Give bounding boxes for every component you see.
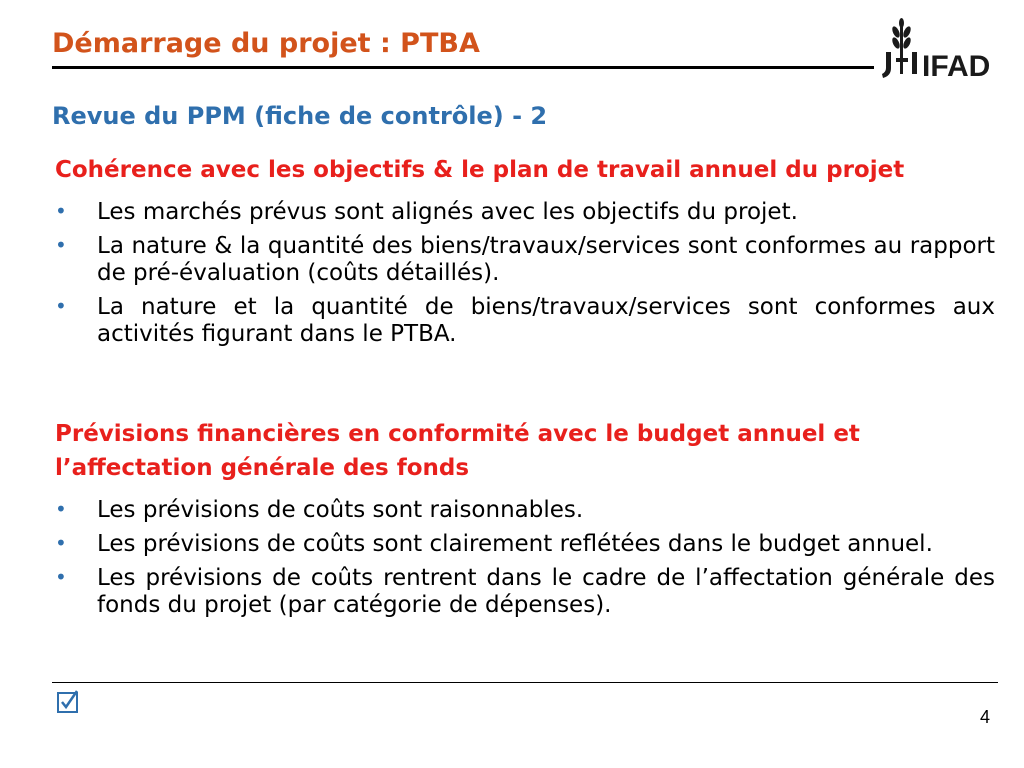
section-heading: Cohérence avec les objectifs & le plan de travail annuel du projet bbox=[55, 157, 905, 183]
section-financial-forecasts bbox=[55, 417, 995, 626]
list-item bbox=[55, 199, 995, 226]
list-item bbox=[55, 565, 995, 619]
list-item bbox=[55, 531, 995, 558]
bullet-text: Les prévisions de coûts rentrent dans le cadre de l’affectation générale des fonds du projet (par catégorie de dépenses). bbox=[97, 565, 995, 618]
bullet-list bbox=[55, 199, 995, 348]
bullet-text: Les prévisions de coûts sont clairement reflétées dans le budget annuel. bbox=[97, 531, 933, 557]
bullet-dot-icon: • bbox=[55, 233, 67, 257]
footer-divider bbox=[52, 682, 998, 683]
slide-subtitle: Revue du PPM (fiche de contrôle) - 2 bbox=[52, 102, 548, 130]
bullet-text: La nature et la quantité de biens/travaux/services sont conformes aux activités figurant dans le PTBA. bbox=[97, 294, 995, 347]
bullet-dot-icon: • bbox=[55, 294, 67, 318]
ifad-logo bbox=[876, 18, 1000, 86]
bullet-dot-icon: • bbox=[55, 531, 67, 555]
slide-title: Démarrage du projet : PTBA bbox=[52, 28, 480, 59]
list-item bbox=[55, 233, 995, 287]
bullet-dot-icon: • bbox=[55, 497, 67, 521]
bullet-dot-icon: • bbox=[55, 565, 67, 589]
bullet-list bbox=[55, 497, 995, 619]
list-item bbox=[55, 294, 995, 348]
section-heading: Prévisions financières en conformité avec le budget annuel et l’affectation générale des fonds bbox=[55, 421, 860, 481]
bullet-text: La nature & la quantité des biens/travaux/services sont conformes au rapport de pré-évaluation (coûts détaillés). bbox=[97, 233, 995, 286]
section-coherence bbox=[55, 153, 995, 355]
checked-checkbox-icon bbox=[56, 690, 80, 714]
title-underline bbox=[52, 66, 874, 69]
bullet-dot-icon: • bbox=[55, 199, 67, 223]
bullet-text: Les marchés prévus sont alignés avec les objectifs du projet. bbox=[97, 199, 798, 225]
bullet-text: Les prévisions de coûts sont raisonnables. bbox=[97, 497, 584, 523]
page-number: 4 bbox=[979, 707, 990, 727]
logo-text: IFAD bbox=[922, 50, 991, 83]
list-item bbox=[55, 497, 995, 524]
